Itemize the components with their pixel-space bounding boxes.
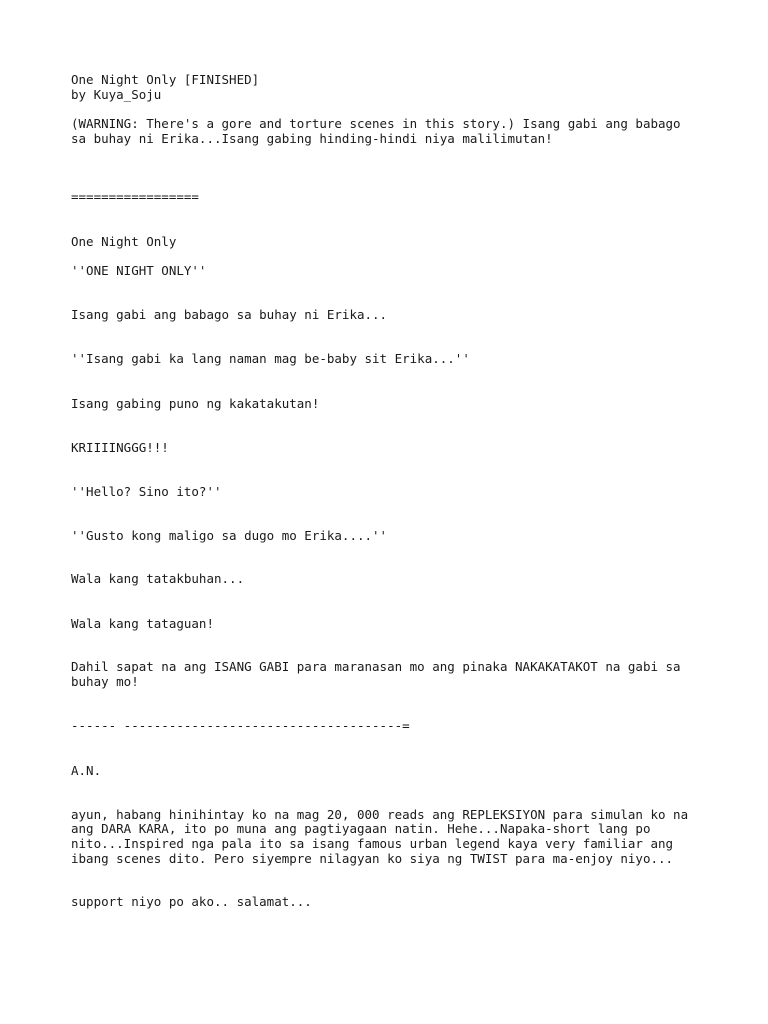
story-line: ''Isang gabi ka lang naman mag be-baby sit Erika...'': [71, 351, 470, 366]
story-line: ''Gusto kong maligo sa dugo mo Erika....'': [71, 528, 388, 543]
author-note-line: nito...Inspired nga pala ito sa isang famous urban legend kaya very familiar ang: [71, 836, 674, 851]
author-note-line: ang DARA KARA, ito po muna ang pagtiyagaan natin. Hehe...Napaka-short lang po: [71, 821, 651, 836]
author-note-label: A.N.: [71, 763, 102, 778]
author-byline: by Kuya_Soju: [71, 87, 162, 102]
story-line: Isang gabi ang babago sa buhay ni Erika...: [71, 307, 388, 322]
story-line: Wala kang tatakbuhan...: [71, 571, 245, 586]
story-line: ''Hello? Sino ito?'': [71, 484, 222, 499]
story-title: One Night Only [FINISHED]: [71, 72, 260, 87]
sign-off: support niyo po ako.. salamat...: [71, 894, 312, 909]
closing-line: buhay mo!: [71, 674, 139, 689]
chapter-title: ''ONE NIGHT ONLY'': [71, 263, 207, 278]
description-line: sa buhay ni Erika...Isang gabing hinding-hindi niya malilimutan!: [71, 131, 553, 146]
closing-line: Dahil sapat na ang ISANG GABI para maranasan mo ang pinaka NAKAKATAKOT na gabi sa: [71, 659, 681, 674]
chapter-heading: One Night Only: [71, 234, 177, 249]
author-note-line: ayun, habang hinihintay ko na mag 20, 000 reads ang REPLEKSIYON para simulan ko na: [71, 807, 689, 822]
separator: =================: [71, 189, 199, 204]
story-line: KRIIIINGGG!!!: [71, 440, 169, 455]
author-note-line: ibang scenes dito. Pero siyempre nilagyan ko siya ng TWIST para ma-enjoy niyo...: [71, 851, 674, 866]
separator: ------ -------------------------------------=: [71, 718, 410, 733]
story-line: Wala kang tataguan!: [71, 616, 214, 631]
description-line: (WARNING: There's a gore and torture scenes in this story.) Isang gabi ang babago: [71, 116, 681, 131]
story-line: Isang gabing puno ng kakatakutan!: [71, 396, 320, 411]
